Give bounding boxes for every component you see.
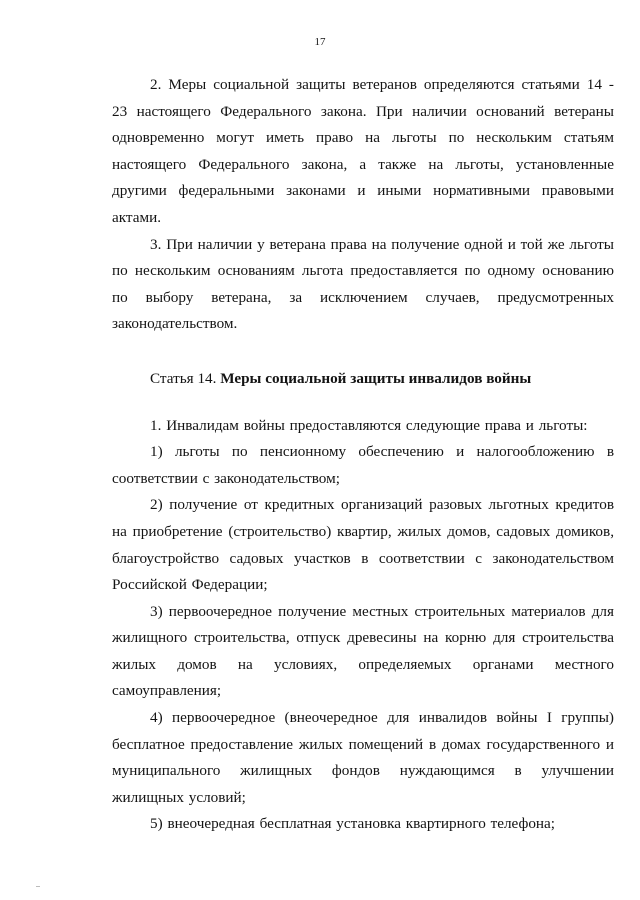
scan-artifact: [36, 886, 40, 887]
list-item-1: 1) льготы по пенсионному обеспечению и налогообложению в соответствии с законодательством;: [112, 443, 614, 487]
document-body: [112, 72, 614, 838]
paragraph-3: 3. При наличии у ветерана права на получение одной и той же льготы по нескольким основаниям льгота предоставляется по одному основанию по выбору ветерана, за исключением случаев, предусмотренных законодательством.: [112, 235, 614, 333]
article-title: Меры социальной защиты инвалидов войны: [220, 369, 532, 387]
article-prefix: Статья 14.: [150, 369, 217, 387]
list-item-5: 5) внеочередная бесплатная установка квартирного телефона;: [150, 815, 555, 833]
list-item-2: 2) получение от кредитных организаций разовых льготных кредитов на приобретение (строительство) квартир, жилых домов, садовых домиков, благоустройство садовых участков в соответствии с законодательством Российской Федерации;: [112, 496, 614, 594]
page-number: 17: [314, 36, 326, 48]
list-item-3: 3) первоочередное получение местных строительных материалов для жилищного строительства, отпуск древесины на корню для строительства жилых домов на условиях, определяемых органами местного самоуправления;: [112, 602, 614, 700]
list-item-4: 4) первоочередное (внеочередное для инвалидов войны I группы) бесплатное предоставление жилых помещений в домах государственного и муниципального жилищных фондов нуждающимся в улучшении жилищных условий;: [112, 709, 614, 806]
article-heading: [112, 366, 614, 393]
paragraph-2: 2. Меры социальной защиты ветеранов определяются статьями 14 - 23 настоящего Федерального закона. При наличии оснований ветераны одновременно могут иметь право на льготы по нескольким статьям настоящего Федерального закона, а также на льготы, установленные другими федеральными законами и иными нормативными правовыми актами.: [112, 76, 614, 226]
clause-1: 1. Инвалидам войны предоставляются следующие права и льготы:: [150, 416, 588, 434]
